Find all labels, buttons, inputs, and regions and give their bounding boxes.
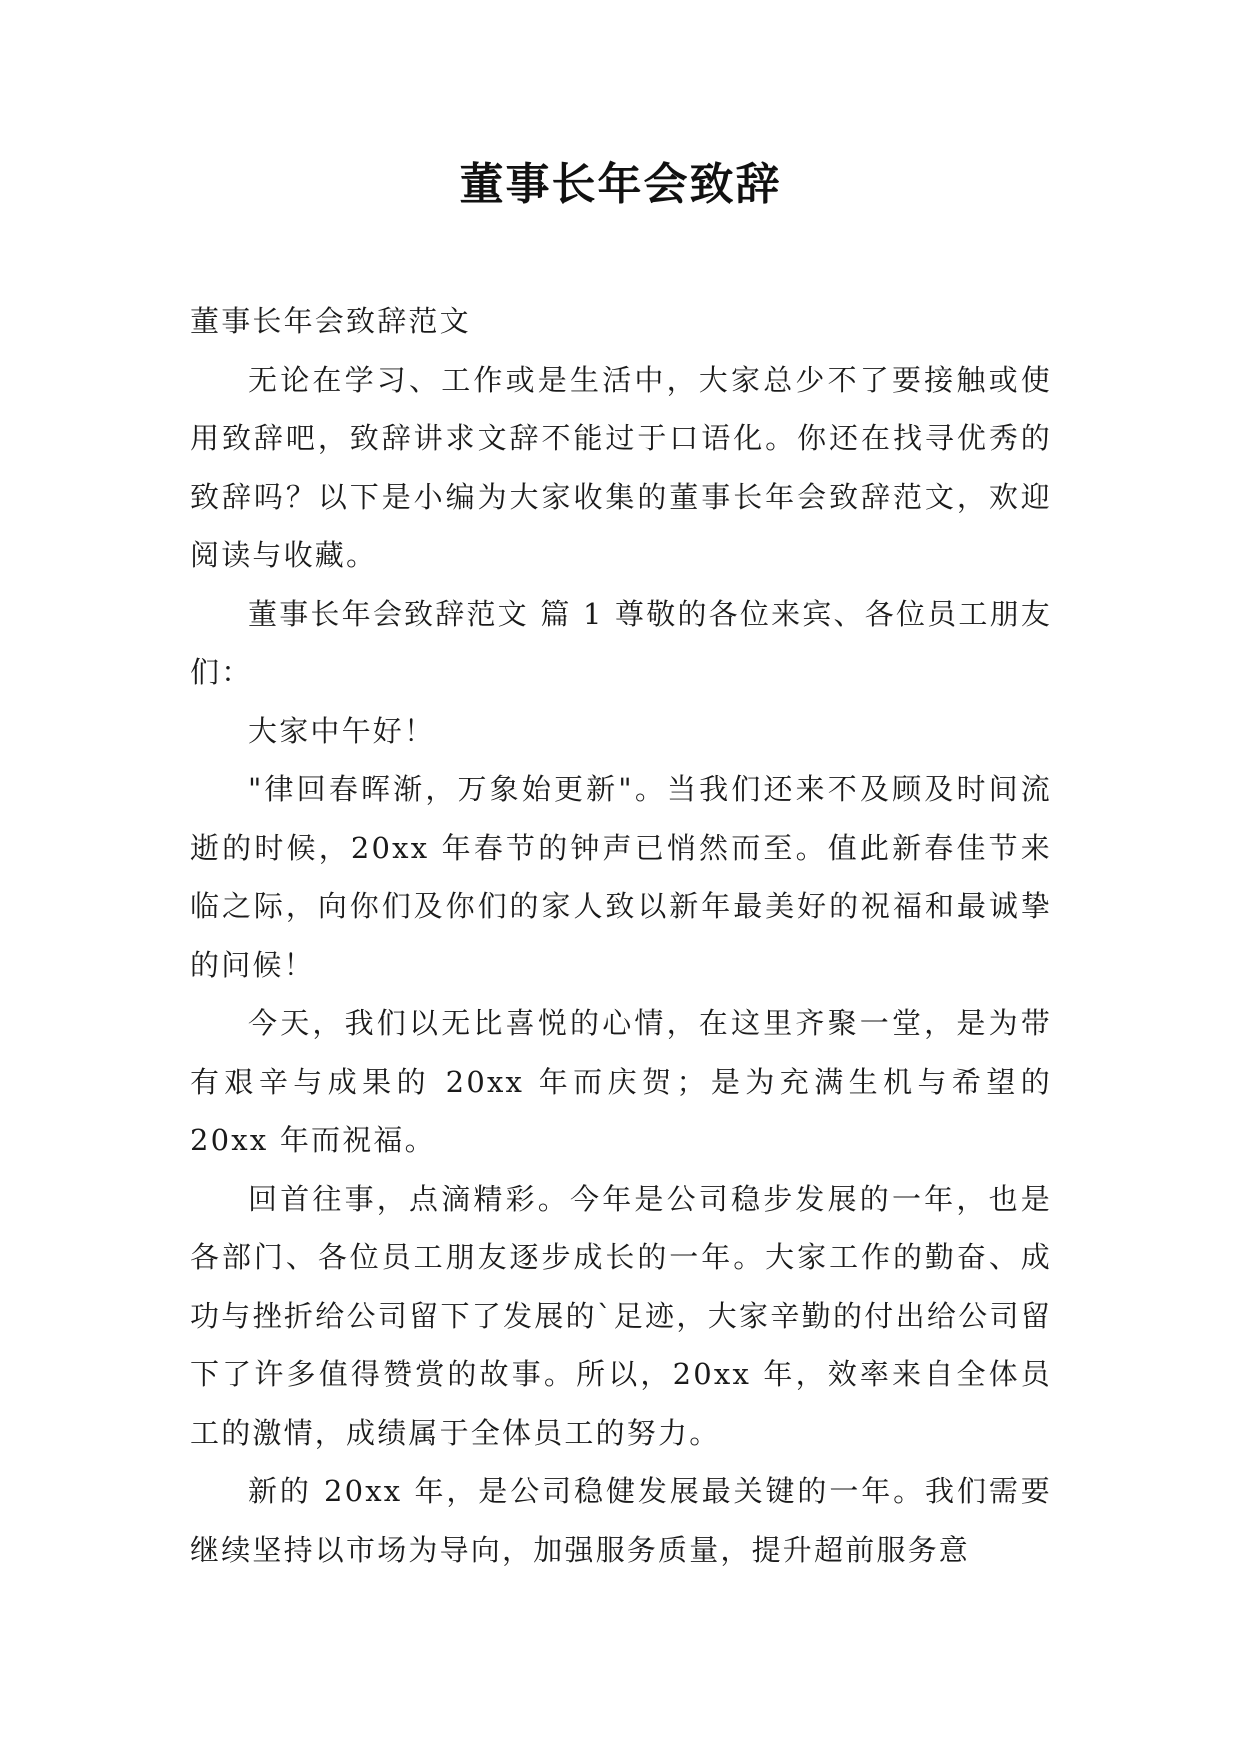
paragraph: 新的 20xx 年，是公司稳健发展最关键的一年。我们需要继续坚持以市场为导向，加强服务质量，提升超前服务意	[190, 1474, 1052, 1567]
paragraph-subtitle: 董事长年会致辞范文	[190, 304, 471, 338]
paragraph: 董事长年会致辞范文 篇 1 尊敬的各位来宾、各位员工朋友们：	[190, 596, 1052, 689]
paragraph: 大家中午好！	[248, 713, 436, 748]
paragraph: 无论在学习、工作或是生活中，大家总少不了要接触或使用致辞吧，致辞讲求文辞不能过于口语化。你还在找寻优秀的致辞吗？以下是小编为大家收集的董事长年会致辞范文，欢迎阅读与收藏。	[190, 362, 1052, 572]
paragraph: 今天，我们以无比喜悦的心情，在这里齐聚一堂，是为带有艰辛与成果的 20xx 年而庆贺；是为充满生机与希望的 20xx 年而祝福。	[190, 1006, 1052, 1157]
document-body	[190, 292, 1052, 1579]
paragraph: 回首往事，点滴精彩。今年是公司稳步发展的一年，也是各部门、各位员工朋友逐步成长的一年。大家工作的勤奋、成功与挫折给公司留下了发展的`足迹，大家辛勤的付出给公司留下了许多值得赞赏的故事。所以，20xx 年，效率来自全体员工的激情，成绩属于全体员工的努力。	[190, 1181, 1052, 1450]
document-title: 董事长年会致辞	[459, 159, 782, 210]
paragraph: "律回春晖渐，万象始更新"。当我们还来不及顾及时间流逝的时候，20xx 年春节的钟声已悄然而至。值此新春佳节来临之际，向你们及你们的家人致以新年最美好的祝福和最诚挚的问候！	[190, 772, 1052, 982]
